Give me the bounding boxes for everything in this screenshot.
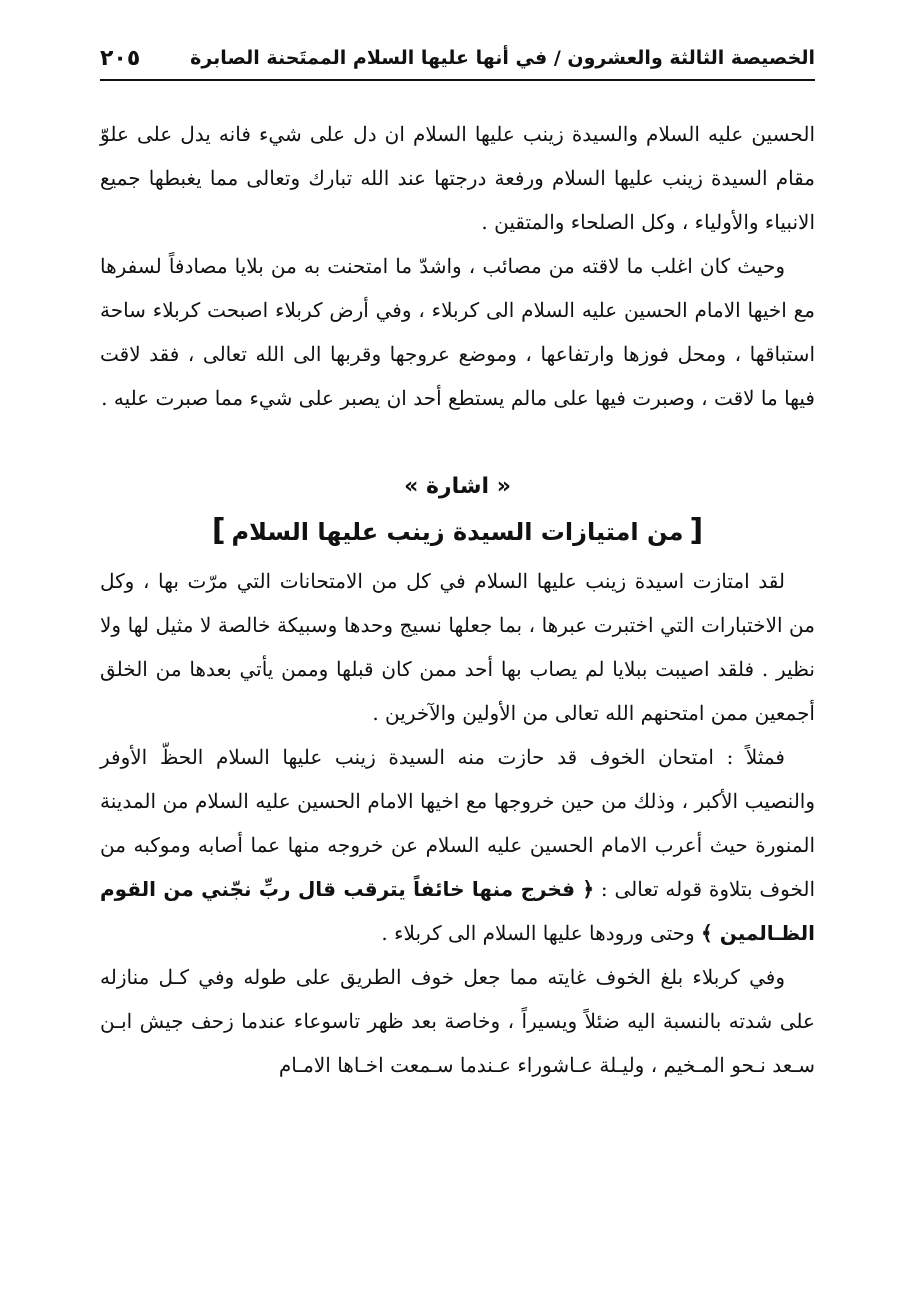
- header-divider: [100, 79, 815, 81]
- header-title: الخصيصة الثالثة والعشرون / في أنها عليها السلام الممتَحنة الصابرة: [190, 47, 815, 69]
- paragraph-4: [100, 735, 815, 955]
- body-text: [100, 112, 815, 1087]
- page-number: ٢٠٥: [100, 45, 141, 71]
- section-subtitle: من امتيازات السيدة زينب عليها السلام: [231, 518, 684, 546]
- section-subtitle-line: [100, 508, 815, 555]
- open-bracket: [: [689, 513, 704, 548]
- running-header: [100, 38, 815, 78]
- paragraph-2: وحيث كان اغلب ما لاقته من مصائب ، واشدّ ما امتحنت به من بلايا مصادفاً لسفرها مع اخيها الامام الحسين عليه السلام الى كربلاء ، وفي أرض كربلاء اصبحت كربلاء ساحة استباقها ، ومحل فوزها وارتفاعها ، وموضع عروجها وقربها الى الله تعالى ، فقد لاقت فيها ما لاقت ، وصبرت فيها على مالم يستطع أحد ان يصبر على شيء مما صبرت عليه .: [100, 254, 815, 410]
- paragraph-4-end: وحتى ورودها عليها السلام الى كربلاء .: [381, 921, 695, 945]
- paragraph-5: وفي كربلاء بلغ الخوف غايته مما جعل خوف الطريق على طوله وفي كـل منازله على شدته بالنسبة اليه ضئلاً ويسيراً ، وخاصة بعد ظهر تاسوعاء عندما زحف جيش ابـن سـعد نـحو المـخيم ، وليـلة عـاشوراء عـندما سـمعت اخـاها الامـام: [100, 965, 815, 1077]
- section-title: « اشارة »: [404, 474, 511, 499]
- close-bracket: ]: [211, 513, 226, 548]
- paragraph-1: الحسين عليه السلام والسيدة زينب عليها السلام ان دل على شيء فانه يدل على علوّ مقام السيدة زينب عليها السلام ورفعة درجتها عند الله تبارك وتعالى مما يغبطها جميع الانبياء والأولياء ، وكل الصلحاء والمتقين .: [100, 122, 815, 234]
- section-spacer: [100, 420, 815, 466]
- quran-quote: ﴿ فخرج منها خائفاً يترقب قال ربِّ نجّني من القوم الظـالمين ﴾: [100, 877, 815, 945]
- paragraph-3: لقد امتازت اسيدة زينب عليها السلام في كل من الامتحانات التي مرّت بها ، وكل من الاختبارات التي اختبرت عبرها ، بما جعلها نسيج وحدها وسبيكة خالصة لا مثيل لها ولا نظير . فلقد اصيبت ببلايا لم يصاب بها أحد ممن كان قبلها وممن يأتي بعدها من الخلق أجمعين ممن امتحنهم الله تعالى من الأولين والآخرين .: [100, 569, 815, 725]
- paragraph-4-text: فمثلاً : امتحان الخوف قد حازت منه السيدة زينب عليها السلام الحظّ الأوفر والنصيب الأكبر ، وذلك من حين خروجها مع اخيها الامام الحسين عليه السلام من المدينة المنورة حيث أعرب الامام الحسين عليه السلام عن خروجه منها عما أصابه وموكبه من الخوف بتلاوة قوله تعالى :: [100, 745, 816, 901]
